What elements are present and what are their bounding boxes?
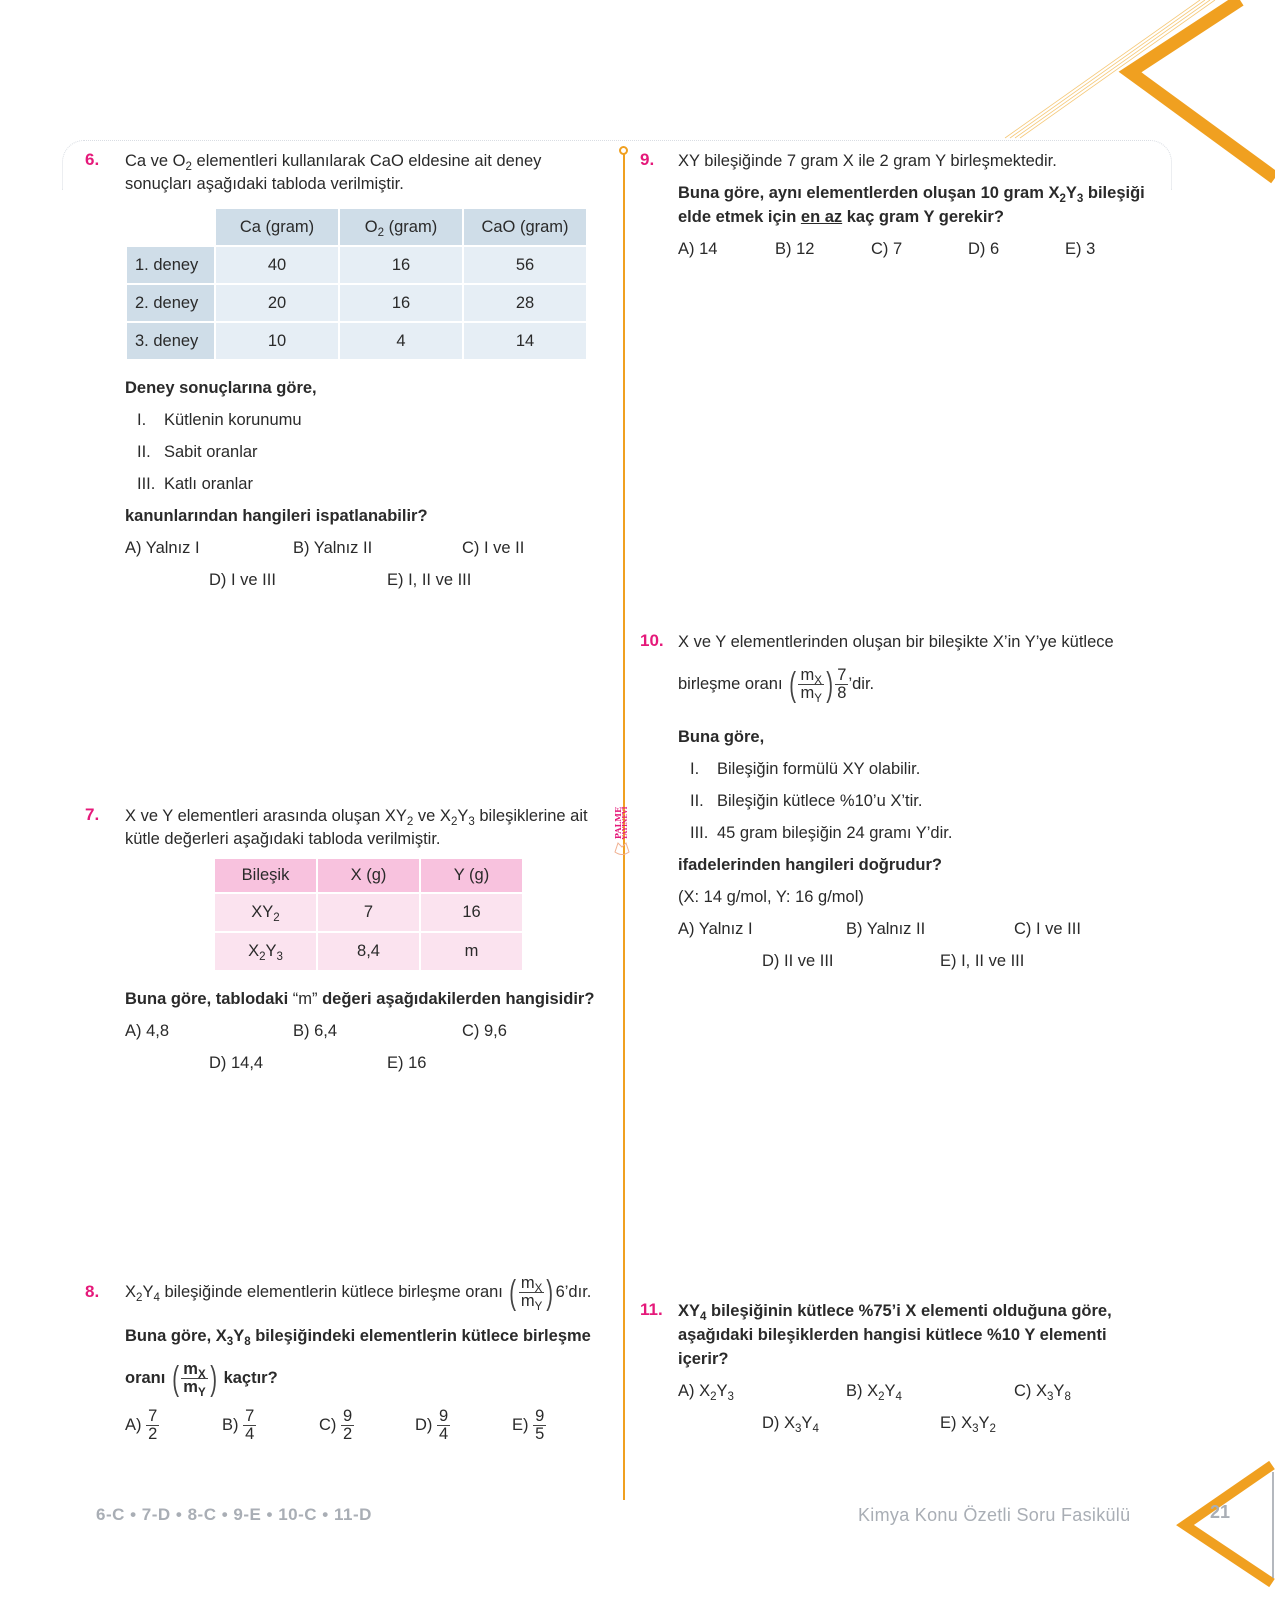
table-cell: 16 (340, 247, 462, 283)
table-cell: 40 (216, 247, 338, 283)
statement-roman: III. (137, 475, 156, 493)
table-row (127, 247, 586, 283)
statement-roman: I. (690, 760, 700, 778)
question-text: sonuçları aşağıdaki tabloda verilmiştir. (125, 175, 404, 193)
option-e[interactable]: E) $X_3Y_2$ (940, 1414, 996, 1436)
option-b[interactable]: B) 12 (775, 240, 815, 258)
option-d[interactable]: D) 6 (968, 240, 1000, 258)
row-header: 3. deney (127, 323, 214, 359)
column-header: Ca (gram) (216, 209, 338, 245)
question-stem: aşağıdaki bileşiklerden hangisi kütlece %10 Y elementi (678, 1326, 1107, 1344)
statement-roman: I. (137, 411, 147, 429)
statement-text: Bileşiğin formülü XY olabilir. (717, 760, 921, 778)
question-stem: Buna göre, aynı elementlerden oluşan 10 gram $X_2Y_3$ bileşiği (678, 184, 1145, 206)
option-c[interactable]: C) I ve III (1014, 920, 1081, 938)
option-c[interactable]: C) I ve II (462, 539, 525, 557)
table-cell: 20 (216, 285, 338, 321)
question-prompt: Deney sonuçlarına göre, (125, 379, 317, 397)
option-d[interactable]: D) II ve III (762, 952, 834, 970)
table-cell: $X_2Y_3$ (215, 933, 316, 970)
table-row (127, 323, 586, 359)
question-text: X ve Y elementlerinden oluşan bir bileşikte X’in Y’ye kütlece (678, 633, 1114, 651)
question-number: 6. (85, 150, 100, 169)
question-text: $X_2Y_4$ bileşiğinde elementlerin kütlece birleşme oranı ( $\frac{m_X}{m_Y}$ ) 6’dır. (125, 1273, 592, 1314)
question-stem: kanunlarından hangileri ispatlanabilir? (125, 507, 428, 525)
statement-text: Bileşiğin kütlece %10’u X’tir. (717, 792, 923, 810)
option-b[interactable]: B) 6,4 (293, 1022, 338, 1040)
table-row (215, 933, 522, 970)
column-header: CaO (gram) (464, 209, 586, 245)
question-text: birleşme oranı ( $\frac{m_X}{m_Y}$ ) $\frac{7}{8}$ ’dir. (678, 665, 875, 706)
question-text: kütle değerleri aşağıdaki tabloda verilmiştir. (125, 830, 441, 848)
mass-ratio-fraction: $\frac{m_X}{m_Y}$ (520, 1273, 543, 1314)
table-cell: 28 (464, 285, 586, 321)
table-row (127, 285, 586, 321)
ratio-value-fraction: $\frac{7}{8}$ (837, 665, 847, 703)
bottom-right-chevron-decoration (1185, 1465, 1273, 1583)
option-e[interactable]: E) $\frac{9}{5}$ (512, 1407, 545, 1444)
compound-table (213, 857, 524, 972)
option-b[interactable]: B) Yalnız II (293, 539, 373, 557)
table-cell: 56 (464, 247, 586, 283)
option-e[interactable]: E) 3 (1065, 240, 1096, 258)
table-header-row (215, 859, 522, 892)
table-header-row (127, 209, 586, 245)
row-header: 1. deney (127, 247, 214, 283)
question-number: 9. (640, 150, 655, 169)
option-d[interactable]: D) $X_3Y_4$ (762, 1414, 819, 1436)
publisher-fox-icon (612, 838, 632, 858)
option-a[interactable]: A) Yalnız I (678, 920, 753, 938)
statement-text: 45 gram bileşiğin 24 gramı Y’dir. (717, 824, 953, 842)
table-row (215, 894, 522, 931)
question-text: Ca ve $O_2$ elementleri kullanılarak CaO eldesine ait deney (125, 152, 542, 174)
option-a[interactable]: A) $X_2Y_3$ (678, 1382, 734, 1404)
row-header: 2. deney (127, 285, 214, 321)
question-stem: ifadelerinden hangileri doğrudur? (678, 856, 943, 874)
question-number: 8. (85, 1282, 100, 1301)
mass-ratio-fraction: $\frac{m_X}{m_Y}$ (183, 1359, 206, 1400)
option-a[interactable]: A) $\frac{7}{2}$ (125, 1407, 158, 1444)
option-a[interactable]: A) 14 (678, 240, 718, 258)
question-text: X ve Y elementleri arasında oluşan $XY_2$ ve $X_2Y_3$ bileşiklerine ait (125, 807, 588, 829)
option-a[interactable]: A) 4,8 (125, 1022, 170, 1040)
option-e[interactable]: E) I, II ve III (940, 952, 1025, 970)
question-stem: elde etmek için en az kaç gram Y gerekir? (678, 208, 1004, 226)
question-stem: oranı ( $\frac{m_X}{m_Y}$ ) kaçtır? (125, 1359, 278, 1400)
table-cell: 16 (421, 894, 522, 931)
table-cell: 14 (464, 323, 586, 359)
statement-roman: III. (690, 824, 709, 842)
question-number: 11. (640, 1300, 663, 1319)
table-cell: m (421, 933, 522, 970)
question-text: XY bileşiğinde 7 gram X ile 2 gram Y birleşmektedir. (678, 152, 1057, 170)
column-header: X (g) (318, 859, 419, 892)
question-number: 7. (85, 805, 100, 824)
question-stem: Buna göre, $X_3Y_8$ bileşiğindeki elementlerin kütlece birleşme (125, 1327, 591, 1349)
statement-text: Sabit oranlar (164, 443, 258, 461)
publisher-logo: PALME YAYINEVİ (613, 806, 629, 840)
option-c[interactable]: C) 9,6 (462, 1022, 507, 1040)
answer-key: 6-C • 7-D • 8-C • 9-E • 10-C • 11-D (96, 1505, 372, 1524)
table-cell: 4 (340, 323, 462, 359)
option-d[interactable]: D) 14,4 (209, 1054, 264, 1072)
column-header: Bileşik (215, 859, 316, 892)
option-b[interactable]: B) $X_2Y_4$ (846, 1382, 902, 1404)
question-number: 10. (640, 631, 664, 650)
statement-text: Kütlenin korunumu (164, 411, 302, 429)
table-cell: $XY_2$ (215, 894, 316, 931)
given-data-note: (X: 14 g/mol, Y: 16 g/mol) (678, 888, 864, 906)
option-b[interactable]: B) Yalnız II (846, 920, 926, 938)
option-b[interactable]: B) $\frac{7}{4}$ (222, 1407, 255, 1444)
option-e[interactable]: E) 16 (387, 1054, 427, 1072)
option-e[interactable]: E) I, II ve III (387, 571, 472, 589)
table-cell: 16 (340, 285, 462, 321)
table-cell: 10 (216, 323, 338, 359)
column-header: $O_2$ (gram) (340, 209, 462, 245)
question-stem: $XY_4$ bileşiğinin kütlece %75’i X elementi olduğuna göre, (678, 1302, 1112, 1324)
column-divider-cap (619, 146, 628, 155)
table-cell: 8,4 (318, 933, 419, 970)
table-cell: 7 (318, 894, 419, 931)
experiment-table (125, 207, 588, 361)
column-header: Y (g) (421, 859, 522, 892)
option-a[interactable]: A) Yalnız I (125, 539, 200, 557)
option-c[interactable]: C) $X_3Y_8$ (1014, 1382, 1071, 1404)
mass-ratio-fraction: $\frac{m_X}{m_Y}$ (800, 665, 822, 706)
page-number: 21 (1210, 1502, 1231, 1522)
question-prompt: Buna göre, (678, 728, 765, 746)
option-d[interactable]: D) I ve III (209, 571, 276, 589)
option-d[interactable]: D) $\frac{9}{4}$ (415, 1407, 449, 1444)
question-stem: içerir? (678, 1350, 729, 1368)
statement-roman: II. (137, 443, 151, 461)
option-c[interactable]: C) 7 (871, 240, 903, 258)
question-stem: Buna göre, tablodaki “m” değeri aşağıdakilerden hangisidir? (125, 990, 595, 1008)
book-title: Kimya Konu Özetli Soru Fasikülü (858, 1505, 1131, 1525)
statement-roman: II. (690, 792, 704, 810)
statement-text: Katlı oranlar (164, 475, 253, 493)
option-c[interactable]: C) $\frac{9}{2}$ (319, 1407, 353, 1444)
